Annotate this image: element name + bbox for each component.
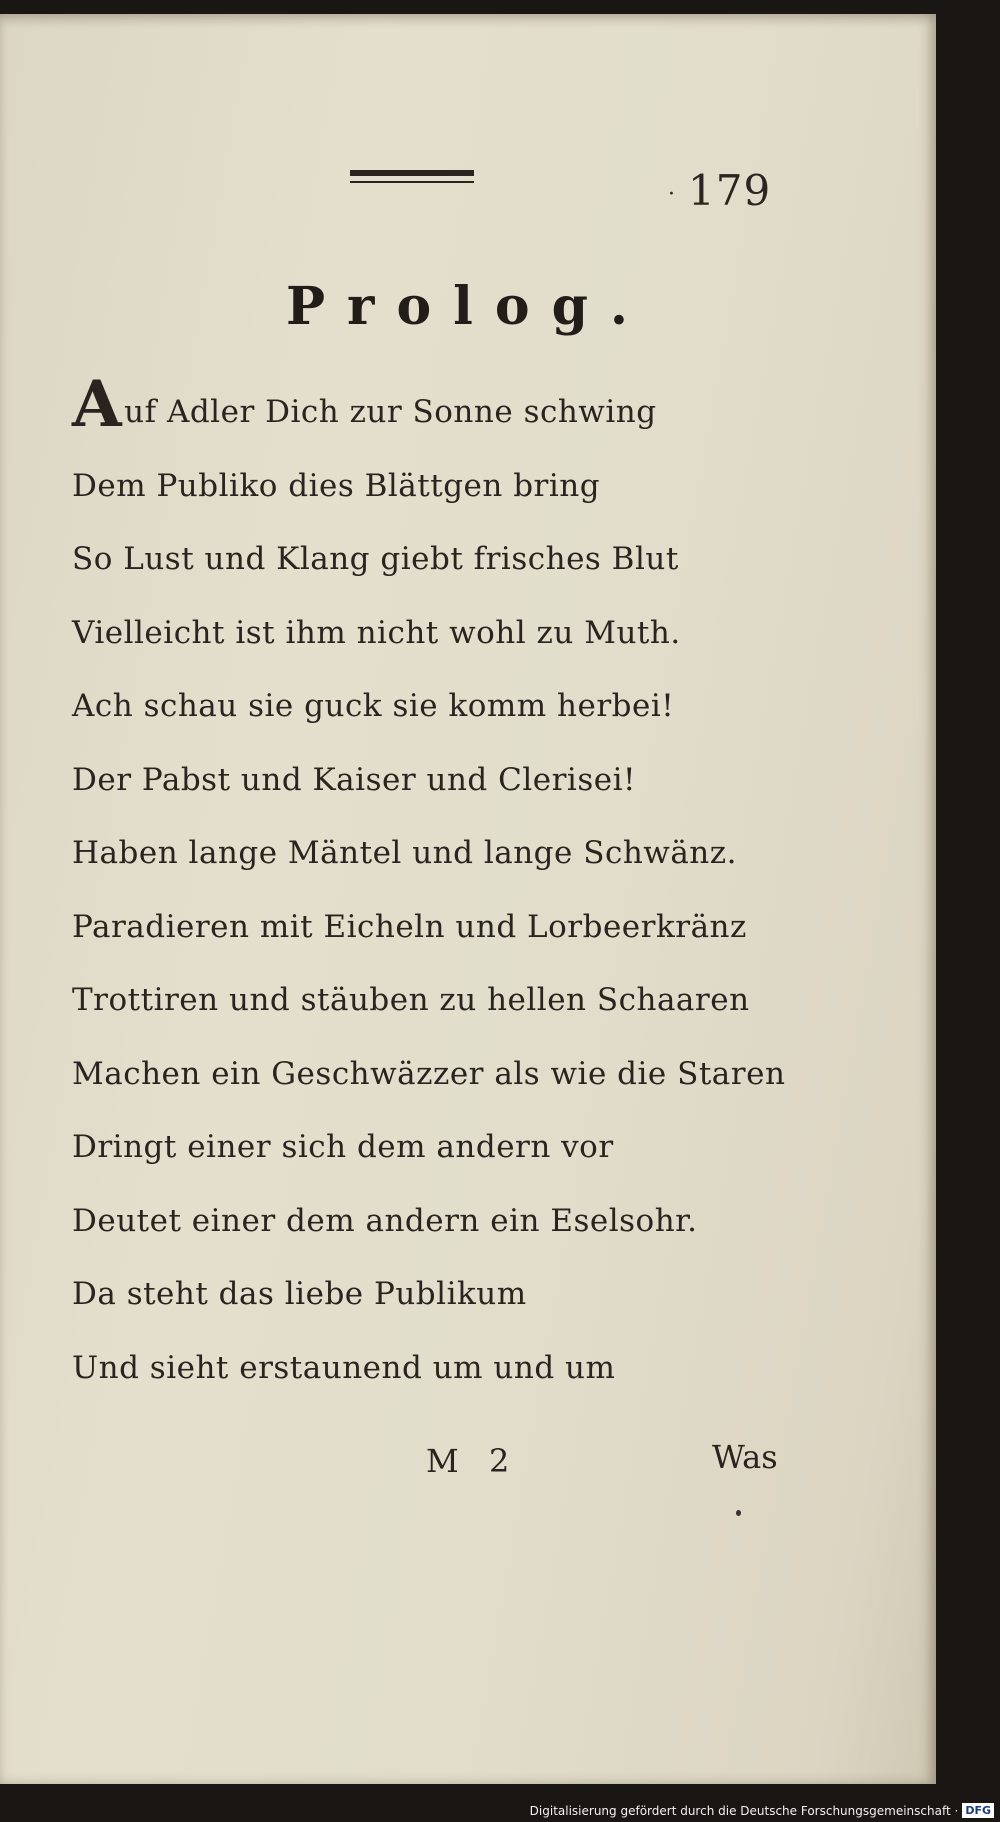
verse-line: Der Pabst und Kaiser und Clerisei! — [72, 761, 636, 798]
verse-line: Trottiren und stäuben zu hellen Schaaren — [72, 982, 750, 1018]
verse-line: Paradieren mit Eicheln und Lorbeerkränz — [72, 908, 747, 945]
header-rule-thick — [350, 170, 474, 176]
verse-line: Dringt einer sich dem andern vor — [72, 1129, 614, 1165]
verse-line-rest: uf Adler Dich zur Sonne schwing — [124, 394, 657, 430]
header-rule — [350, 170, 474, 184]
page-number-dot: · — [668, 181, 676, 207]
verse-line: Und sieht erstaunend um und um — [72, 1349, 616, 1386]
page-title: Prolog. — [285, 276, 651, 337]
verse-line: Dem Publiko dies Blättgen bring — [72, 467, 601, 504]
ink-speck — [736, 1510, 741, 1516]
verse-line: Vielleicht ist ihm nicht wohl zu Muth. — [72, 614, 681, 651]
verse-line — [72, 367, 852, 456]
poem-verse — [72, 367, 852, 1411]
verse-line: Machen ein Geschwäzzer als wie die Staren — [72, 1055, 786, 1092]
verse-line: Haben lange Mäntel und lange Schwänz. — [72, 835, 737, 871]
dfg-logo: DFG — [962, 1803, 994, 1818]
verse-line: Ach schau sie guck sie komm herbei! — [72, 688, 675, 724]
drop-cap-letter: A — [72, 367, 123, 442]
page-number — [668, 166, 771, 215]
book-page — [0, 14, 936, 1784]
page-number-value: 179 — [688, 166, 772, 215]
header-rule-thin — [350, 181, 474, 183]
catchword: Was — [712, 1438, 778, 1476]
verse-line: Da steht das liebe Publikum — [72, 1276, 527, 1312]
verse-line: Deutet einer dem andern ein Eselsohr. — [72, 1202, 698, 1239]
signature-mark: M 2 — [426, 1442, 520, 1480]
footer-credit — [530, 1803, 994, 1818]
footer-credit-text: Digitalisierung gefördert durch die Deutsche Forschungsgemeinschaft · — [529, 1803, 959, 1818]
verse-line: So Lust und Klang giebt frisches Blut — [72, 541, 679, 577]
